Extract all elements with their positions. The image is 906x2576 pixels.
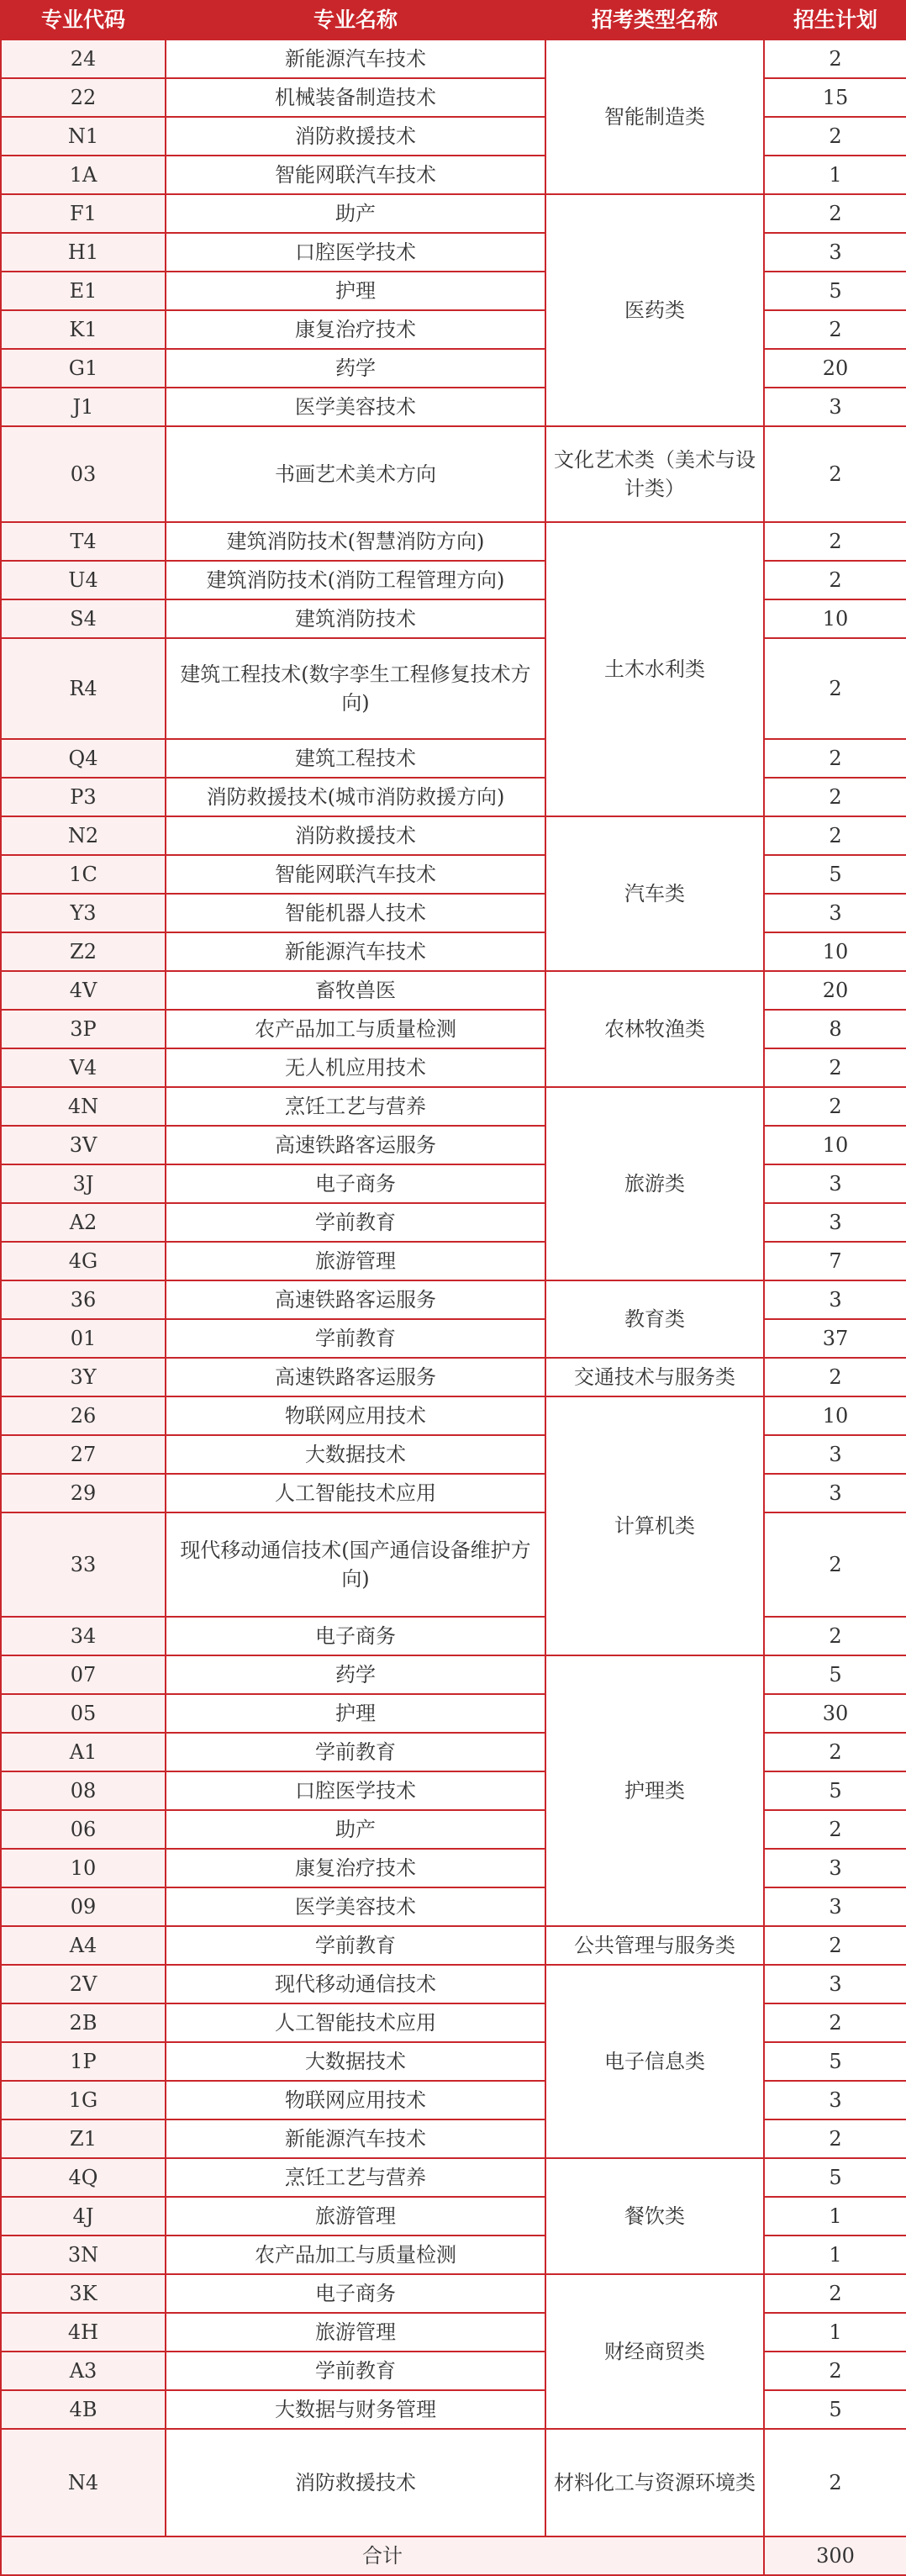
major-name: 医学美容技术 [166, 388, 545, 426]
major-name: 高速铁路客运服务 [166, 1280, 545, 1319]
major-name: 大数据技术 [166, 1435, 545, 1474]
category-cell: 医药类 [545, 194, 764, 426]
major-code: G1 [1, 349, 166, 388]
major-name: 康复治疗技术 [166, 310, 545, 349]
major-code: 07 [1, 1655, 166, 1694]
table-row [1, 1926, 906, 1965]
plan-count: 7 [764, 1242, 906, 1280]
plan-count: 37 [764, 1319, 906, 1358]
plan-count: 2 [764, 1810, 906, 1849]
category-cell: 教育类 [545, 1280, 764, 1358]
major-name: 高速铁路客运服务 [166, 1358, 545, 1396]
plan-count: 8 [764, 1010, 906, 1048]
major-name: 智能网联汽车技术 [166, 855, 545, 894]
major-code: N1 [1, 117, 166, 156]
major-code: 3P [1, 1010, 166, 1048]
major-name: 物联网应用技术 [166, 1396, 545, 1435]
plan-count: 2 [764, 739, 906, 778]
table-row [1, 1887, 906, 1926]
major-name: 消防救援技术(城市消防救援方向) [166, 778, 545, 816]
plan-count: 5 [764, 1655, 906, 1694]
table-row [1, 1396, 906, 1435]
major-name: 大数据与财务管理 [166, 2390, 545, 2429]
plan-count: 1 [764, 2197, 906, 2236]
major-code: V4 [1, 1048, 166, 1087]
plan-count: 10 [764, 599, 906, 638]
category-cell: 餐饮类 [545, 2158, 764, 2274]
major-name: 现代移动通信技术(国产通信设备维护方向) [166, 1512, 545, 1617]
plan-count: 2 [764, 2003, 906, 2042]
major-name: 书画艺术美术方向 [166, 426, 545, 522]
table-row [1, 599, 906, 638]
plan-count: 2 [764, 310, 906, 349]
plan-count: 3 [764, 1474, 906, 1512]
major-code: 3N [1, 2236, 166, 2274]
major-code: 4G [1, 1242, 166, 1280]
category-cell: 计算机类 [545, 1396, 764, 1655]
major-name: 学前教育 [166, 1926, 545, 1965]
major-code: H1 [1, 233, 166, 272]
major-code: 03 [1, 426, 166, 522]
major-name: 康复治疗技术 [166, 1849, 545, 1887]
major-name: 智能机器人技术 [166, 894, 545, 932]
major-code: Q4 [1, 739, 166, 778]
major-name: 口腔医学技术 [166, 1771, 545, 1810]
major-name: 建筑消防技术 [166, 599, 545, 638]
plan-count: 1 [764, 156, 906, 194]
category-cell: 农林牧渔类 [545, 971, 764, 1087]
category-cell: 文化艺术类（美术与设计类） [545, 426, 764, 522]
table-row [1, 739, 906, 778]
table-row [1, 816, 906, 855]
major-name: 护理 [166, 272, 545, 310]
major-code: 24 [1, 40, 166, 78]
table-row [1, 2119, 906, 2158]
header-plan: 招生计划 [764, 1, 906, 40]
plan-count: 3 [764, 233, 906, 272]
table-row [1, 349, 906, 388]
major-code: 3Y [1, 1358, 166, 1396]
table-row [1, 2390, 906, 2429]
major-name: 电子商务 [166, 2274, 545, 2313]
major-code: 2V [1, 1965, 166, 2003]
plan-count: 2 [764, 117, 906, 156]
major-code: 3J [1, 1164, 166, 1203]
major-code: 4V [1, 971, 166, 1010]
major-code: 29 [1, 1474, 166, 1512]
table-row [1, 855, 906, 894]
plan-count: 2 [764, 1087, 906, 1126]
major-code: 4J [1, 2197, 166, 2236]
plan-count: 3 [764, 1435, 906, 1474]
plan-count: 15 [764, 78, 906, 117]
major-name: 大数据技术 [166, 2042, 545, 2081]
major-code: A2 [1, 1203, 166, 1242]
major-name: 药学 [166, 1655, 545, 1694]
major-name: 农产品加工与质量检测 [166, 2236, 545, 2274]
total-label: 合计 [1, 2536, 764, 2575]
category-cell: 交通技术与服务类 [545, 1358, 764, 1396]
plan-count: 2 [764, 638, 906, 739]
category-cell: 土木水利类 [545, 522, 764, 816]
major-code: N2 [1, 816, 166, 855]
major-code: T4 [1, 522, 166, 561]
major-name: 无人机应用技术 [166, 1048, 545, 1087]
major-name: 机械装备制造技术 [166, 78, 545, 117]
plan-count: 2 [764, 2352, 906, 2390]
major-name: 口腔医学技术 [166, 233, 545, 272]
plan-count: 5 [764, 2042, 906, 2081]
major-name: 智能网联汽车技术 [166, 156, 545, 194]
table-row [1, 1126, 906, 1164]
major-name: 畜牧兽医 [166, 971, 545, 1010]
plan-count: 2 [764, 194, 906, 233]
table-row [1, 2003, 906, 2042]
table-row [1, 971, 906, 1010]
plan-count: 5 [764, 272, 906, 310]
major-name: 学前教育 [166, 1733, 545, 1771]
major-name: 消防救援技术 [166, 117, 545, 156]
table-row [1, 2313, 906, 2352]
table-row [1, 1242, 906, 1280]
major-name: 高速铁路客运服务 [166, 1126, 545, 1164]
table-row [1, 2158, 906, 2197]
plan-count: 2 [764, 1512, 906, 1617]
table-row [1, 932, 906, 971]
table-row [1, 2274, 906, 2313]
plan-count: 2 [764, 1048, 906, 1087]
table-row [1, 1512, 906, 1617]
major-code: 3V [1, 1126, 166, 1164]
major-name: 物联网应用技术 [166, 2081, 545, 2119]
plan-count: 3 [764, 1965, 906, 2003]
table-row [1, 561, 906, 599]
major-code: 1P [1, 2042, 166, 2081]
major-name: 人工智能技术应用 [166, 2003, 545, 2042]
major-code: R4 [1, 638, 166, 739]
header-category: 招考类型名称 [545, 1, 764, 40]
table-row [1, 78, 906, 117]
table-row [1, 388, 906, 426]
major-code: 4N [1, 1087, 166, 1126]
table-row [1, 272, 906, 310]
major-name: 建筑消防技术(消防工程管理方向) [166, 561, 545, 599]
plan-count: 3 [764, 1280, 906, 1319]
plan-count: 2 [764, 1926, 906, 1965]
table-row [1, 1087, 906, 1126]
major-code: 06 [1, 1810, 166, 1849]
table-row [1, 310, 906, 349]
table-row [1, 2236, 906, 2274]
major-code: 1A [1, 156, 166, 194]
header-name: 专业名称 [166, 1, 545, 40]
major-name: 医学美容技术 [166, 1887, 545, 1926]
major-name: 助产 [166, 1810, 545, 1849]
plan-count: 5 [764, 2390, 906, 2429]
major-name: 助产 [166, 194, 545, 233]
major-code: F1 [1, 194, 166, 233]
table-row [1, 426, 906, 522]
major-name: 护理 [166, 1694, 545, 1733]
major-code: 27 [1, 1435, 166, 1474]
table-row [1, 2042, 906, 2081]
major-name: 旅游管理 [166, 2197, 545, 2236]
table-row [1, 778, 906, 816]
major-name: 学前教育 [166, 1319, 545, 1358]
plan-count: 2 [764, 1733, 906, 1771]
major-name: 新能源汽车技术 [166, 932, 545, 971]
table-row [1, 156, 906, 194]
major-code: 2B [1, 2003, 166, 2042]
table-row [1, 1164, 906, 1203]
table-row [1, 194, 906, 233]
major-code: Z2 [1, 932, 166, 971]
table-row [1, 1965, 906, 2003]
plan-count: 3 [764, 2081, 906, 2119]
major-code: 36 [1, 1280, 166, 1319]
major-code: J1 [1, 388, 166, 426]
plan-count: 3 [764, 1849, 906, 1887]
major-code: 33 [1, 1512, 166, 1617]
major-name: 消防救援技术 [166, 816, 545, 855]
table-row [1, 1319, 906, 1358]
table-row [1, 1694, 906, 1733]
table-row [1, 2081, 906, 2119]
table-row [1, 1474, 906, 1512]
category-cell: 财经商贸类 [545, 2274, 764, 2429]
major-code: 08 [1, 1771, 166, 1810]
major-name: 建筑工程技术(数字孪生工程修复技术方向) [166, 638, 545, 739]
major-code: 22 [1, 78, 166, 117]
plan-count: 2 [764, 778, 906, 816]
table-row [1, 2197, 906, 2236]
major-code: 4Q [1, 2158, 166, 2197]
major-code: N4 [1, 2429, 166, 2536]
plan-count: 5 [764, 2158, 906, 2197]
major-code: 01 [1, 1319, 166, 1358]
category-cell: 汽车类 [545, 816, 764, 971]
major-code: A4 [1, 1926, 166, 1965]
major-code: S4 [1, 599, 166, 638]
table-row [1, 1435, 906, 1474]
table-row [1, 1617, 906, 1655]
category-cell: 电子信息类 [545, 1965, 764, 2158]
header-row [1, 1, 906, 40]
plan-count: 3 [764, 1203, 906, 1242]
major-name: 新能源汽车技术 [166, 40, 545, 78]
plan-count: 10 [764, 1126, 906, 1164]
major-name: 建筑消防技术(智慧消防方向) [166, 522, 545, 561]
major-code: Z1 [1, 2119, 166, 2158]
major-code: 1C [1, 855, 166, 894]
table-row [1, 1203, 906, 1242]
plan-count: 3 [764, 894, 906, 932]
plan-count: 3 [764, 1887, 906, 1926]
major-name: 建筑工程技术 [166, 739, 545, 778]
plan-count: 2 [764, 1617, 906, 1655]
table-row [1, 40, 906, 78]
table-row [1, 2429, 906, 2536]
major-code: P3 [1, 778, 166, 816]
table-row [1, 894, 906, 932]
category-cell: 护理类 [545, 1655, 764, 1926]
major-code: A3 [1, 2352, 166, 2390]
plan-count: 2 [764, 561, 906, 599]
plan-count: 20 [764, 349, 906, 388]
major-name: 人工智能技术应用 [166, 1474, 545, 1512]
plan-count: 5 [764, 1771, 906, 1810]
header-code: 专业代码 [1, 1, 166, 40]
plan-count: 1 [764, 2313, 906, 2352]
plan-count: 2 [764, 2119, 906, 2158]
major-name: 学前教育 [166, 2352, 545, 2390]
major-name: 旅游管理 [166, 1242, 545, 1280]
major-name: 农产品加工与质量检测 [166, 1010, 545, 1048]
plan-count: 2 [764, 2429, 906, 2536]
plan-count: 2 [764, 1358, 906, 1396]
major-name: 现代移动通信技术 [166, 1965, 545, 2003]
major-code: 09 [1, 1887, 166, 1926]
plan-count: 1 [764, 2236, 906, 2274]
plan-count: 2 [764, 816, 906, 855]
table-row [1, 1655, 906, 1694]
major-name: 学前教育 [166, 1203, 545, 1242]
plan-count: 2 [764, 2274, 906, 2313]
table-row [1, 1280, 906, 1319]
plan-count: 2 [764, 40, 906, 78]
major-code: 34 [1, 1617, 166, 1655]
plan-count: 10 [764, 1396, 906, 1435]
major-name: 电子商务 [166, 1164, 545, 1203]
major-name: 烹饪工艺与营养 [166, 2158, 545, 2197]
major-name: 新能源汽车技术 [166, 2119, 545, 2158]
plan-count: 2 [764, 426, 906, 522]
major-code: Y3 [1, 894, 166, 932]
table-row [1, 1358, 906, 1396]
category-cell: 智能制造类 [545, 40, 764, 194]
major-name: 烹饪工艺与营养 [166, 1087, 545, 1126]
major-name: 消防救援技术 [166, 2429, 545, 2536]
major-code: 1G [1, 2081, 166, 2119]
table-row [1, 638, 906, 739]
plan-count: 5 [764, 855, 906, 894]
category-cell: 公共管理与服务类 [545, 1926, 764, 1965]
major-code: 4B [1, 2390, 166, 2429]
major-name: 旅游管理 [166, 2313, 545, 2352]
plan-count: 3 [764, 388, 906, 426]
total-row [1, 2536, 906, 2575]
plan-count: 2 [764, 522, 906, 561]
table-row [1, 1810, 906, 1849]
table-row [1, 2352, 906, 2390]
category-cell: 旅游类 [545, 1087, 764, 1280]
major-code: 10 [1, 1849, 166, 1887]
table-row [1, 1048, 906, 1087]
plan-count: 10 [764, 932, 906, 971]
total-value: 300 [764, 2536, 906, 2575]
table-row [1, 522, 906, 561]
major-code: 05 [1, 1694, 166, 1733]
major-code: E1 [1, 272, 166, 310]
table-row [1, 233, 906, 272]
major-code: 3K [1, 2274, 166, 2313]
table-row [1, 117, 906, 156]
major-name: 电子商务 [166, 1617, 545, 1655]
plan-count: 20 [764, 971, 906, 1010]
plan-count: 3 [764, 1164, 906, 1203]
table-row [1, 1849, 906, 1887]
table-row [1, 1010, 906, 1048]
major-code: 4H [1, 2313, 166, 2352]
major-code: U4 [1, 561, 166, 599]
major-name: 药学 [166, 349, 545, 388]
major-code: 26 [1, 1396, 166, 1435]
major-code: K1 [1, 310, 166, 349]
table-row [1, 1733, 906, 1771]
plan-count: 30 [764, 1694, 906, 1733]
major-code: A1 [1, 1733, 166, 1771]
table-row [1, 1771, 906, 1810]
category-cell: 材料化工与资源环境类 [545, 2429, 764, 2536]
